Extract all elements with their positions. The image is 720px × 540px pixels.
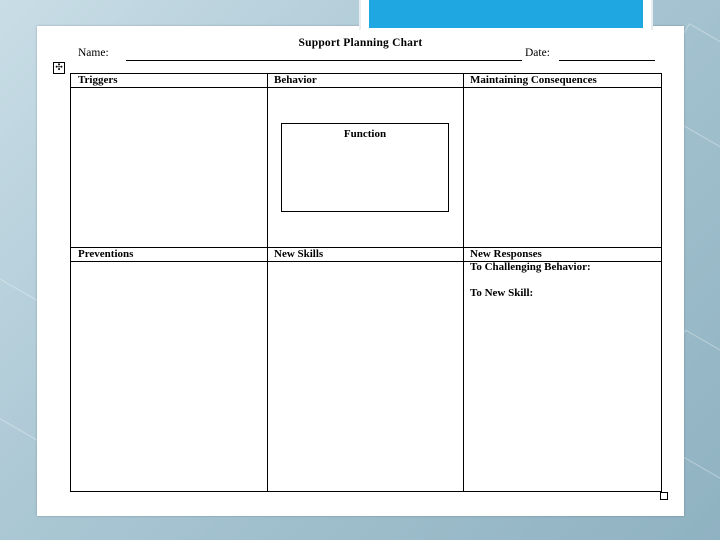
date-label: Date:	[525, 47, 550, 59]
chart-title: Support Planning Chart	[298, 37, 423, 49]
name-label: Name:	[78, 47, 109, 59]
function-label: Function	[343, 128, 387, 140]
new-responses-challenging-behavior: To Challenging Behavior:	[470, 261, 591, 273]
new-responses-new-skill: To New Skill:	[470, 287, 534, 299]
document-page	[37, 26, 684, 516]
row-divider	[71, 247, 661, 248]
header-new-responses: New Responses	[470, 248, 542, 260]
header-maintaining-consequences: Maintaining Consequences	[470, 74, 597, 86]
name-field[interactable]	[126, 60, 522, 61]
column-divider	[267, 74, 268, 491]
header-triggers: Triggers	[78, 74, 118, 86]
table-resize-handle[interactable]	[660, 492, 668, 500]
support-planning-table	[70, 73, 662, 492]
date-field[interactable]	[559, 60, 655, 61]
header-new-skills: New Skills	[274, 248, 324, 260]
header-divider	[71, 87, 661, 88]
top-tab	[359, 0, 653, 30]
table-move-handle-icon[interactable]: ✣	[53, 62, 65, 74]
top-tab-accent	[369, 0, 643, 28]
function-box	[281, 123, 449, 212]
column-divider	[463, 74, 464, 491]
header-preventions: Preventions	[78, 248, 134, 260]
header-behavior: Behavior	[274, 74, 317, 86]
